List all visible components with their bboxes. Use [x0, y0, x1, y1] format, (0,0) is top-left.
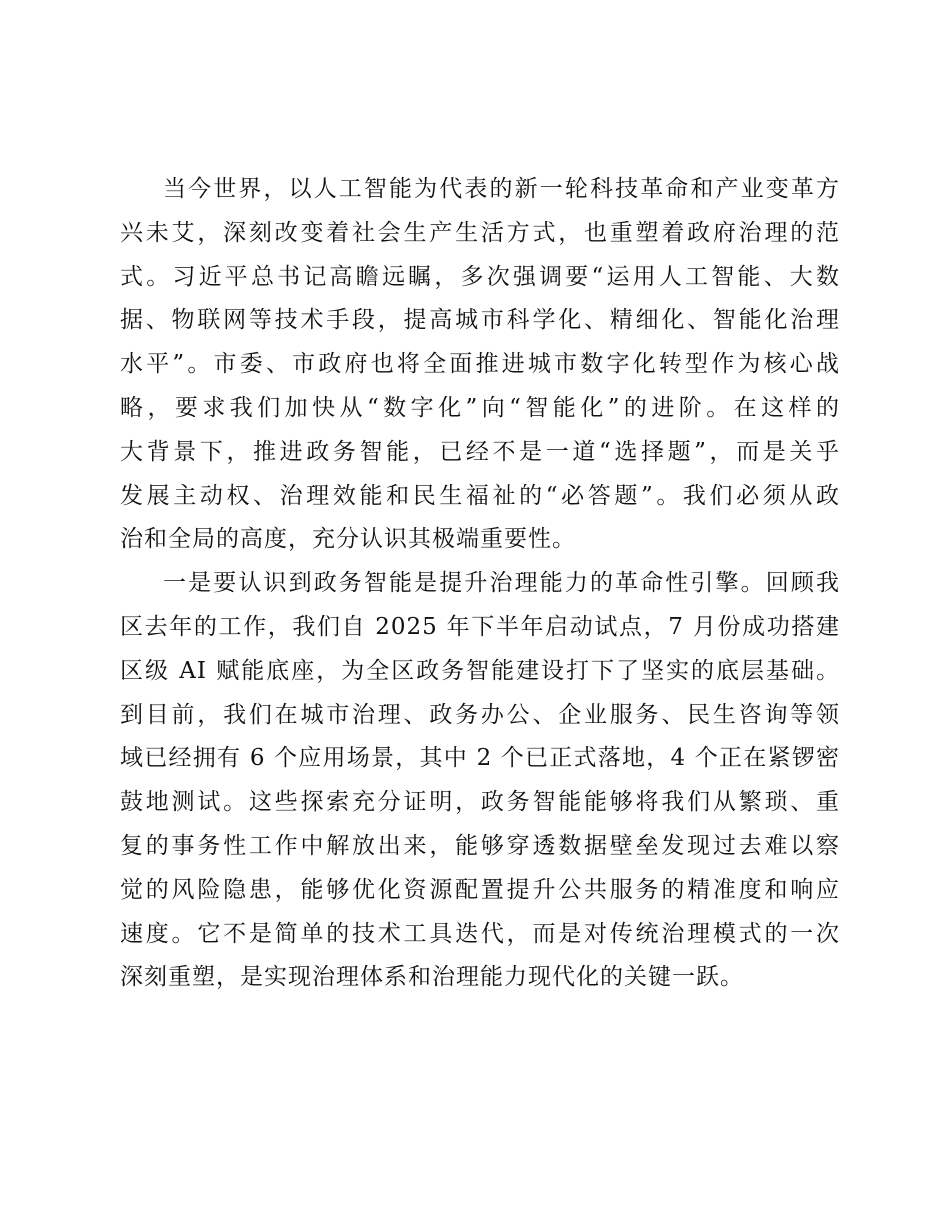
text-line: 一是要认识到政务智能是提升治理能力的革命性引擎。回顾我: [163, 570, 840, 597]
text-line: 到目前，我们在城市治理、政务办公、企业服务、民生咨询等领: [120, 701, 840, 728]
text-line: 区去年的工作，我们自 2025 年下半年启动试点，7 月份成功搭建: [120, 613, 840, 640]
text-line: 大背景下，推进政务智能，已经不是一道“选择题”，而是关乎: [120, 438, 840, 465]
text-line: 当今世界，以人工智能为代表的新一轮科技革命和产业变革方: [163, 176, 840, 202]
text-line: 深刻重塑，是实现治理体系和治理能力现代化的关键一跃。: [120, 964, 744, 991]
text-line: 据、物联网等技术手段，提高城市科学化、精细化、智能化治理: [120, 307, 840, 334]
text-line: 觉的风险隐患，能够优化资源配置提升公共服务的精准度和响应: [120, 876, 840, 903]
text-line: 治和全局的高度，充分认识其极端重要性。: [120, 526, 576, 553]
text-line: 域已经拥有 6 个应用场景，其中 2 个已正式落地，4 个正在紧锣密: [120, 745, 840, 772]
text-line: 兴未艾，深刻改变着社会生产生活方式，也重塑着政府治理的范: [120, 219, 840, 246]
text-line: 复的事务性工作中解放出来，能够穿透数据壁垒发现过去难以察: [120, 832, 840, 859]
text-line: 速度。它不是简单的技术工具迭代，而是对传统治理模式的一次: [120, 920, 840, 947]
text-line: 式。习近平总书记高瞻远瞩，多次强调要“运用人工智能、大数: [120, 263, 840, 290]
paragraph-intro: [120, 168, 840, 562]
text-line: 水平”。市委、市政府也将全面推进城市数字化转型作为核心战: [120, 351, 840, 378]
document-body: [120, 168, 840, 1000]
text-line: 略，要求我们加快从“数字化”向“智能化”的进阶。在这样的: [120, 394, 840, 421]
text-line: 鼓地测试。这些探索充分证明，政务智能能够将我们从繁琐、重: [120, 789, 840, 816]
text-line: 区级 AI 赋能底座，为全区政务智能建设打下了坚实的底层基础。: [120, 657, 840, 684]
paragraph-point-one: [120, 562, 840, 1000]
text-line: 发展主动权、治理效能和民生福祉的“必答题”。我们必须从政: [120, 482, 840, 509]
